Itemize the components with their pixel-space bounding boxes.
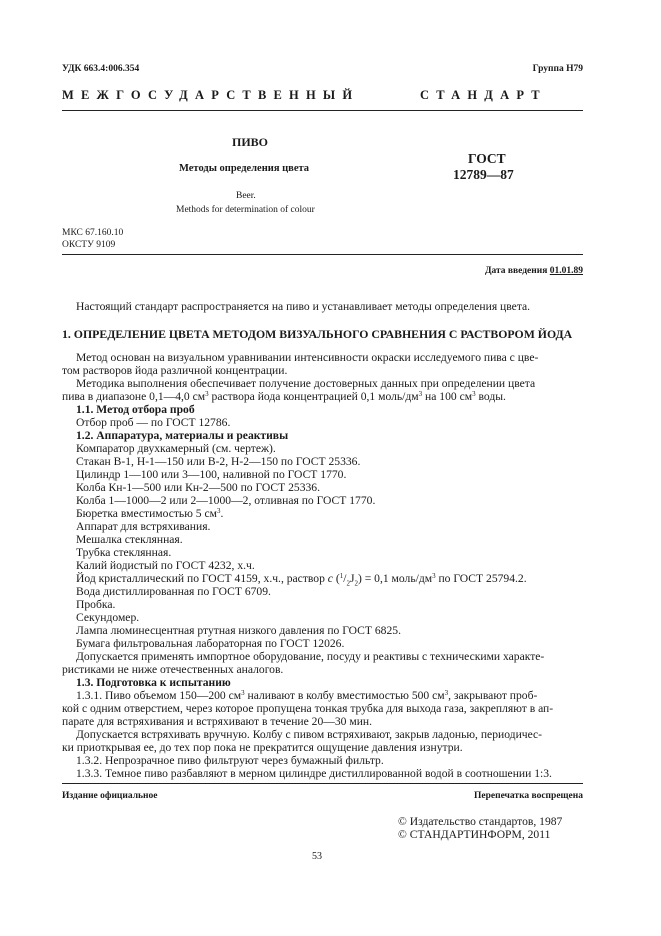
- sampling-text: Отбор проб — по ГОСТ 12786.: [76, 416, 231, 429]
- okstu-code: ОКСТУ 9109: [62, 240, 116, 250]
- doc-subtitle: Методы определения цвета: [179, 163, 310, 174]
- list-item: Лампа люминесцентная ртутная низкого давления по ГОСТ 6825.: [76, 624, 401, 637]
- udk-code: УДК 663.4:006.354: [62, 64, 140, 74]
- list-item-burette: Бюретка вместимостью 5 $см^3$.: [76, 507, 224, 520]
- subsection-1-3-heading: 1.3. Подготовка к испытанию: [76, 676, 231, 689]
- intro-date-label: Дата введения: [484, 266, 548, 276]
- list-item: Колба 1—1000—2 или 2—1000—2, отливная по ГОСТ 1770.: [76, 494, 376, 507]
- copyright-2: © СТАНДАРТИНФОРМ, 2011: [398, 828, 551, 841]
- list-item: Бумага фильтровальная лабораторная по ГОСТ 12026.: [76, 637, 345, 650]
- list-item: Калий йодистый по ГОСТ 4232, х.ч.: [76, 559, 255, 572]
- list-item: Аппарат для встряхивания.: [76, 520, 211, 533]
- mks-code: МКС 67.160.10: [62, 228, 124, 238]
- para-4-line-2: ки приоткрывая ее, до тех пор пока не прекратится ощущение давления изнутри.: [62, 741, 463, 754]
- intro-date-value: 01.01.89: [549, 266, 583, 276]
- para-132: 1.3.2. Непрозрачное пиво фильтруют через бумажный фильтр.: [76, 754, 384, 767]
- doc-title: ПИВО: [232, 135, 269, 149]
- list-item: Трубка стеклянная.: [76, 546, 172, 559]
- para-2-line-2: пива в диапазоне 0,1—4,0 $см^3$ раствора йода концентрацией 0,1 моль/$дм^3$ на 100 $см^3$ воды.: [62, 390, 506, 403]
- gost-number: 12789—87: [453, 167, 514, 182]
- para-131-line-1: 1.3.1. Пиво объемом 150—200 $см^3$ наливают в колбу вместимостью 500 $см^3$, закрывают проб-: [76, 689, 538, 702]
- page-number: 53: [312, 851, 322, 862]
- footer-divider: [62, 783, 583, 784]
- para-131-line-3: парате для встряхивания и встряхивают в течение 20—30 мин.: [62, 715, 373, 728]
- para-3-line-1: Допускается применять импортное оборудование, посуду и реактивы с техническими характе-: [76, 650, 545, 663]
- english-title: Beer.: [236, 191, 256, 201]
- para-3-line-2: ристиками не ниже отечественных аналогов.: [62, 663, 284, 676]
- gost-label: ГОСТ: [468, 151, 506, 166]
- para-1-line-1: Метод основан на визуальном уравнивании интенсивности окраски исследуемого пива с цве-: [76, 351, 539, 364]
- list-item-iodine: Йод кристаллический по ГОСТ 4159, х.ч., раствор c $(^1/_2J_2) = 0,1$ моль/$дм^3$ по ГОСТ 25794.2.: [76, 572, 527, 588]
- list-item: Цилиндр 1—100 или 3—100, наливной по ГОСТ 1770.: [76, 468, 347, 481]
- para-1-line-2: том растворов йода различной концентрации.: [62, 364, 288, 377]
- copyright-1: © Издательство стандартов, 1987: [398, 815, 563, 828]
- list-item: Вода дистиллированная по ГОСТ 6709.: [76, 585, 271, 598]
- standard-label-left: МЕЖГОСУДАРСТВЕННЫЙ: [62, 88, 360, 102]
- para-131-line-2: кой с одним отверстием, через которое пропущена тонкая трубка для выхода газа, закрепляют в ап-: [62, 702, 554, 715]
- intro-paragraph: Настоящий стандарт распространяется на пиво и устанавливает методы определения цвета.: [76, 300, 531, 313]
- title-divider: [62, 254, 583, 255]
- english-subtitle: Methods for determination of colour: [176, 205, 315, 215]
- para-4-line-1: Допускается встряхивать вручную. Колбу с пивом встряхивают, закрыв ладонью, периодичес-: [76, 728, 543, 741]
- official-edition: Издание официальное: [62, 791, 158, 801]
- list-item: Стакан В-1, Н-1—150 или В-2, Н-2—150 по ГОСТ 25336.: [76, 455, 361, 468]
- header-divider: [62, 110, 583, 111]
- section-1-heading: 1. ОПРЕДЕЛЕНИЕ ЦВЕТА МЕТОДОМ ВИЗУАЛЬНОГО СРАВНЕНИЯ С РАСТВОРОМ ЙОДА: [62, 327, 573, 341]
- list-item: Секундомер.: [76, 611, 140, 624]
- list-item: Мешалка стеклянная.: [76, 533, 183, 546]
- group-code: Группа Н79: [532, 64, 583, 74]
- intro-date: [485, 266, 583, 276]
- para-133: 1.3.3. Темное пиво разбавляют в мерном цилиндре дистиллированной водой в соотношении 1:3.: [76, 767, 552, 780]
- para-2-line-1: Методика выполнения обеспечивает получение достоверных данных при определении цвета: [76, 377, 536, 390]
- subsection-1-2-heading: 1.2. Аппаратура, материалы и реактивы: [76, 429, 289, 442]
- reprint-notice: Перепечатка воспрещена: [473, 791, 583, 801]
- list-item: Компаратор двухкамерный (см. чертеж).: [76, 442, 276, 455]
- list-item: Пробка.: [76, 598, 116, 611]
- standard-label-right: СТАНДАРТ: [420, 88, 547, 102]
- subsection-1-1-heading: 1.1. Метод отбора проб: [76, 403, 195, 416]
- list-item: Колба Кн-1—500 или Кн-2—500 по ГОСТ 25336.: [76, 481, 321, 494]
